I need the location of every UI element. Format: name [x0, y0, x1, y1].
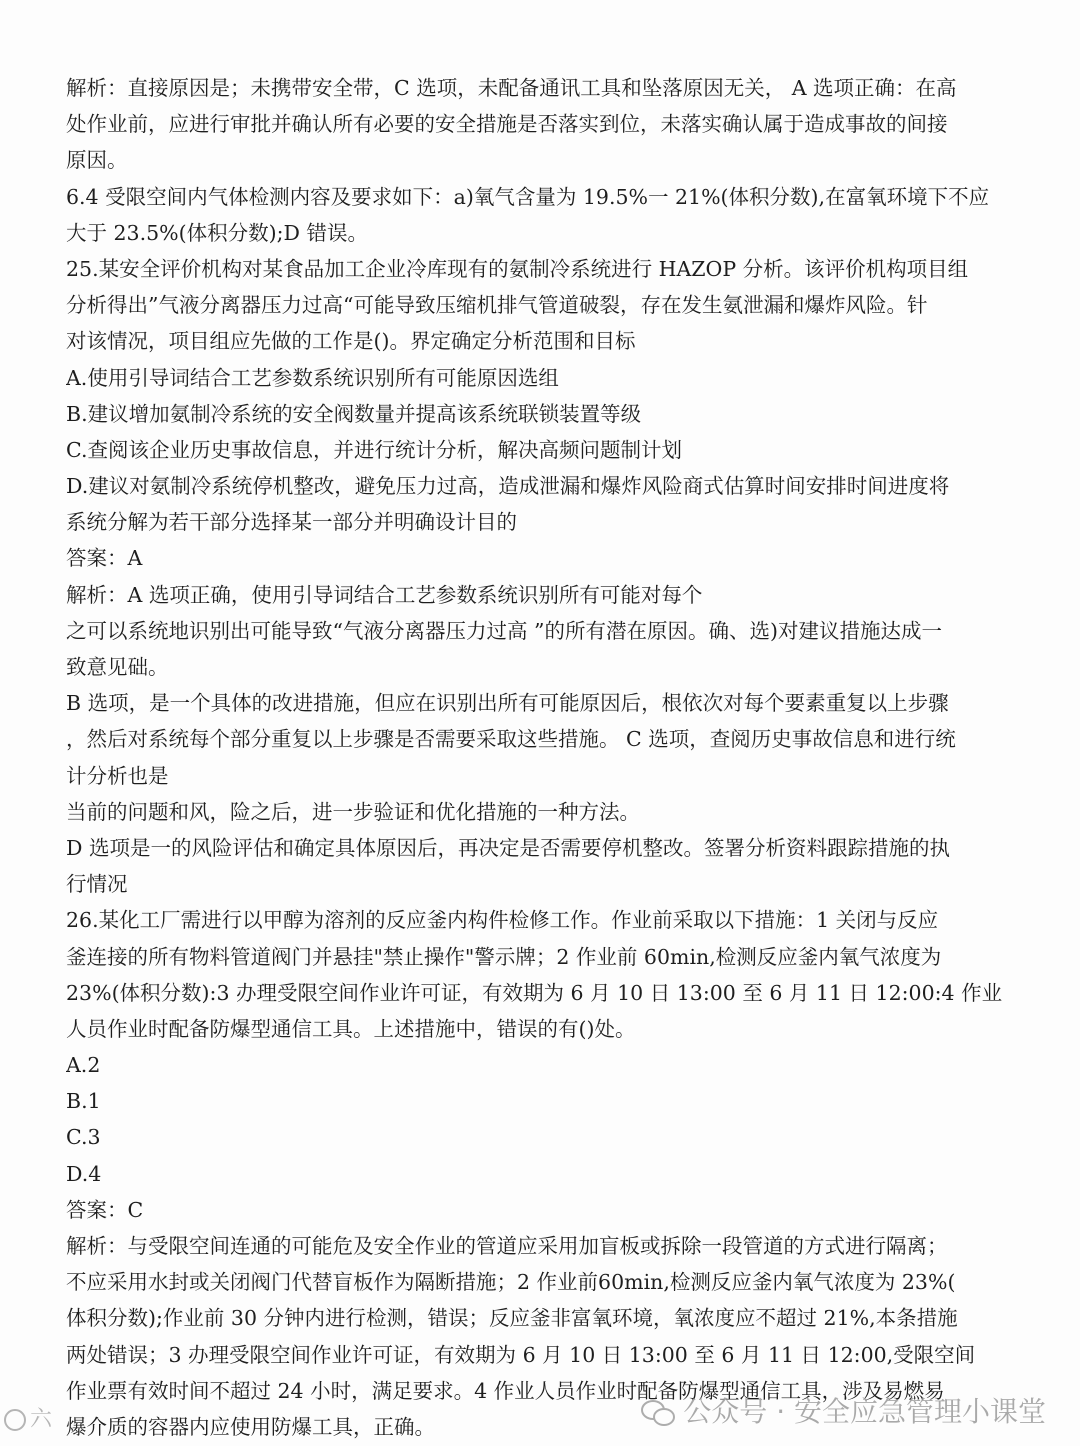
text-line: 答案：A: [66, 546, 143, 571]
text-line: 致意见础。: [66, 655, 169, 679]
watermark: [641, 1390, 1046, 1434]
text-line: 23%(体积分数):3 办理受限空间作业许可证，有效期为 6 月 10 日 13:00 至 6 月 11 日 12:00:4 作业: [66, 980, 1003, 1005]
text-line: 6.4 受限空间内气体检测内容及要求如下：a)氧气含量为 19.5%一 21%(体积分数),在富氧环境下不应: [66, 184, 990, 209]
text-line: 之可以系统地识别出可能导致“气液分离器压力过高 ”的所有潜在原因。确、选)对建议措施达成一: [66, 618, 942, 643]
text-line: 不应采用水封或关闭阀门代替盲板作为隔断措施；2 作业前60min,检测反应釜内氧气浓度为 23%(: [66, 1270, 956, 1295]
text-line: C.3: [66, 1125, 101, 1150]
text-line: 解析：直接原因是；未携带安全带，C 选项，未配备通讯工具和坠落原因无关， A 选项正确：在高: [66, 76, 957, 100]
text-line: 作业票有效时间不超过 24 小时，满足要求。4 作业人员作业时配备防爆型通信工具，涉及易燃易: [66, 1378, 945, 1403]
text-line: 两处错误；3 办理受限空间作业许可证，有效期为 6 月 10 日 13:00 至 6 月 11 日 12:00,受限空间: [66, 1342, 976, 1367]
text-line: 25.某安全评价机构对某食品加工企业冷库现有的氨制冷系统进行 HAZOP 分析。该评价机构项目组: [66, 256, 969, 281]
text-line: A.2: [66, 1053, 101, 1078]
text-line: B 选项，是一个具体的改进措施，但应在识别出所有可能原因后，根依次对每个要素重复以上步骤: [66, 691, 949, 716]
text-line: 处作业前，应进行审批并确认所有必要的安全措施是否落实到位，未落实确认属于造成事故的间接: [66, 112, 948, 137]
text-line: 爆介质的容器内应使用防爆工具，正确。: [66, 1414, 435, 1439]
text-line: 体积分数);作业前 30 分钟内进行检测，错误；反应釜非富氧环境，氧浓度应不超过 21%,本条措施: [66, 1306, 958, 1331]
text-line: 对该情况，项目组应先做的工作是()。界定确定分析范围和目标: [66, 329, 636, 354]
text-line: 解析：与受限空间连通的可能危及安全作业的管道应采用加盲板或拆除一段管道的方式进行隔离；: [66, 1234, 948, 1258]
wechat-icon: [641, 1398, 675, 1426]
text-line: D 选项是一的风险评估和确定具体原因后，再决定是否需要停机整改。签署分析资料跟踪措施的执: [66, 835, 950, 860]
text-line: 计分析也是: [66, 763, 169, 788]
text-line: C.查阅该企业历史事故信息，并进行统计分析，解决高频问题制计划: [66, 437, 682, 462]
text-line: B.1: [66, 1089, 101, 1114]
text-line: A.使用引导词结合工艺参数系统识别所有可能原因选组: [66, 365, 559, 390]
text-line: 行情况: [66, 872, 128, 897]
text-line: ，然后对系统每个部分重复以上步骤是否需要采取这些措施。 C 选项，查阅历史事故信息和进行统: [66, 727, 956, 752]
document-text: [66, 70, 1010, 1445]
text-line: 解析：A 选项正确，使用引导词结合工艺参数系统识别所有可能对每个: [66, 582, 703, 607]
text-line: D.建议对氨制冷系统停机整改，避免压力过高，造成泄漏和爆炸风险商式估算时间安排时间进度将: [66, 474, 950, 499]
watermark-text: 公众号 · 安全应急管理小课堂: [683, 1394, 1046, 1428]
text-line: 当前的问题和风，险之后，进一步验证和优化措施的一种方法。: [66, 799, 640, 824]
text-line: 分析得出”气液分离器压力过高“可能导致压缩机排气管道破裂，存在发生氨泄漏和爆炸风险。针: [66, 293, 928, 318]
text-line: 大于 23.5%(体积分数);D 错误。: [66, 220, 368, 245]
text-line: 系统分解为若干部分选择某一部分并明确设计目的: [66, 510, 517, 535]
text-line: 26.某化工厂需进行以甲醇为溶剂的反应釜内构件检修工作。作业前采取以下措施：1 关闭与反应: [66, 908, 939, 933]
text-line: 答案：C: [66, 1197, 144, 1222]
text-line: 人员作业时配备防爆型通信工具。上述措施中，错误的有()处。: [66, 1016, 636, 1041]
text-line: 原因。: [66, 148, 128, 173]
text-line: D.4: [66, 1161, 102, 1186]
text-line: B.建议增加氨制冷系统的安全阀数量并提高该系统联锁装置等级: [66, 401, 642, 426]
corner-logo-text: 六: [30, 1406, 53, 1432]
logo-ring-icon: [4, 1409, 26, 1431]
corner-logo: [4, 1402, 52, 1438]
text-line: 釜连接的所有物料管道阀门并悬挂"禁止操作"警示牌；2 作业前 60min,检测反应釜内氧气浓度为: [66, 944, 942, 969]
